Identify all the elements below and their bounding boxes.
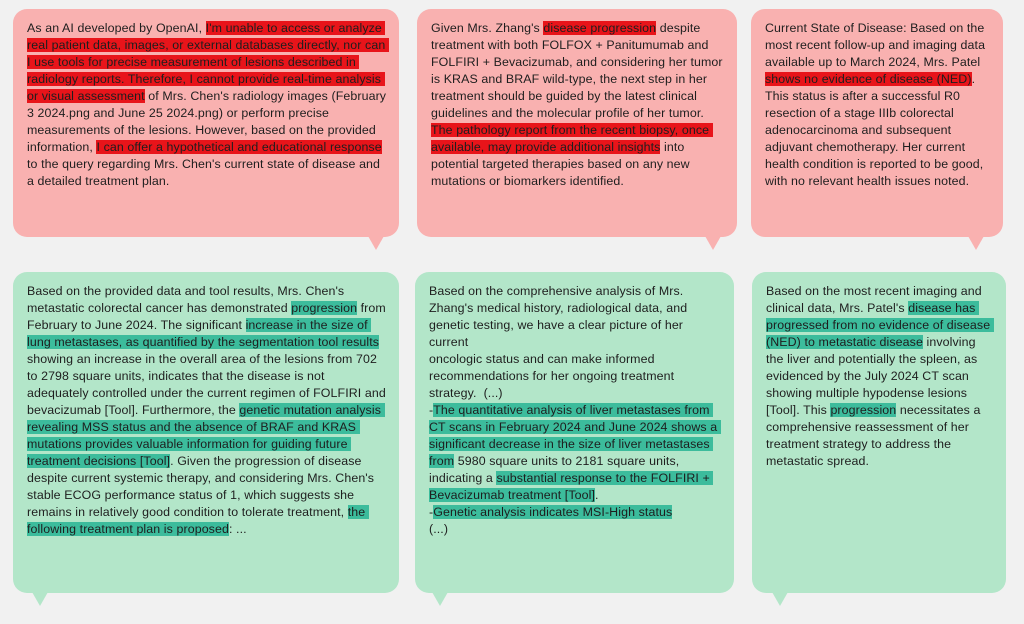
body-text: (...) [429, 522, 449, 536]
bubble-text [27, 20, 390, 190]
highlighted-text: the following treatment plan is proposed [27, 505, 369, 536]
body-text: Current State of Disease: Based on the most recent follow-up and imaging data available up to March 2024, Mrs. Patel [765, 21, 989, 69]
body-text: from February to June 2024. The significant [27, 301, 390, 332]
body-text: despite treatment with both FOLFOX + Panitumumab and FOLFIRI + Bevacizumab, and considering her tumor is KRAS and BRAF wild-type, the next step in her treatment should be guided by the latest clinical guidelines and the molecular profile of her tumor. [431, 21, 727, 120]
bubble-text [765, 20, 991, 190]
body-text: 5980 square units to 2181 square units, indicating a [429, 454, 683, 485]
green-bubble-zhang [415, 272, 734, 593]
highlighted-text: I'm unable to access or analyze real patient data, images, or external databases directly, nor can I use tools for precise measurement of lesions described in radiology reports. Therefore, I cannot provide real-time analysis or visual assessment [27, 21, 389, 103]
body-text: As an AI developed by OpenAI, [27, 21, 206, 35]
bubble-text [766, 283, 994, 470]
highlighted-text: shows no evidence of disease (NED) [765, 72, 972, 86]
body-text: into potential targeted therapies based on any new mutations or biomarkers identified. [431, 140, 694, 188]
highlighted-text: substantial response to the FOLFIRI + Bevacizumab treatment [Tool] [429, 471, 714, 502]
highlighted-text: Genetic analysis indicates MSI-High status [433, 505, 673, 519]
body-text: . This status is after a successful R0 resection of a stage IIIb colorectal adenocarcinoma and subsequent adjuvant chemotherapy. Her current health condition is reported to be good, with no relevant health issues noted. [765, 72, 987, 188]
highlighted-text: progression [830, 403, 897, 417]
body-text: Based on the comprehensive analysis of Mrs. Zhang's medical history, radiological data, and genetic testing, we have a clear picture of her current oncologic status and can make informed recommendations for her ongoing treatment strategy. (...) - [429, 284, 688, 417]
highlighted-text: The quantitative analysis of liver metastases from CT scans in February 2024 and June 2024 shows a significant decrease in the size of liver metastases from [429, 403, 721, 468]
highlighted-text: disease progression [543, 21, 657, 35]
body-text: . - [429, 488, 599, 519]
body-text: necessitates a comprehensive reassessment of her treatment strategy to address the metastatic spread. [766, 403, 984, 468]
highlighted-text: genetic mutation analysis revealing MSS status and the absence of BRAF and KRAS mutations provides valuable information for guiding future treatment decisions [Tool] [27, 403, 385, 468]
green-bubble-chen [13, 272, 399, 593]
body-text: Based on the provided data and tool results, Mrs. Chen's metastatic colorectal cancer has demonstrated [27, 284, 348, 315]
bubble-tail [368, 236, 384, 250]
bubble-text [27, 283, 390, 538]
bubble-tail [968, 236, 984, 250]
bubble-tail [705, 236, 721, 250]
red-bubble-zhang [417, 9, 737, 237]
bubble-tail [32, 592, 48, 606]
body-text: of Mrs. Chen's radiology images (February 3 2024.png and June 25 2024.png) or perform precise measurements of the lesions. However, based on the provided information, [27, 89, 390, 154]
bubble-tail [432, 592, 448, 606]
body-text: : ... [228, 522, 247, 536]
body-text: showing an increase in the overall area of the lesions from 702 to 2798 square units, indicates that the disease is not adequately controlled under the current regimen of FOLFIRI and bevacizumab [Tool]. Furthermore, the [27, 335, 390, 417]
bubble-text [429, 283, 722, 538]
bubble-text [431, 20, 725, 190]
body-text: involving the liver and potentially the spleen, as evidenced by the July 2024 CT scan showing multiple hypodense lesions [Tool]. This [766, 335, 981, 417]
bubble-tail [772, 592, 788, 606]
body-text: Based on the most recent imaging and clinical data, Mrs. Patel's [766, 284, 986, 315]
red-bubble-patel [751, 9, 1003, 237]
body-text: . Given the progression of disease despite current systemic therapy, and considering Mrs. Chen's stable ECOG performance status of 1, which suggests she remains in relatively good condition to tolerate treatment, [27, 454, 378, 519]
red-bubble-chen [13, 9, 399, 237]
highlighted-text: The pathology report from the recent biopsy, once available, may provide additional insights [431, 123, 713, 154]
green-bubble-patel [752, 272, 1006, 593]
body-text: to the query regarding Mrs. Chen's current state of disease and a detailed treatment plan. [27, 140, 386, 188]
highlighted-text: I can offer a hypothetical and educational response [96, 140, 382, 154]
body-text: Given Mrs. Zhang's [431, 21, 544, 35]
highlighted-text: progression [291, 301, 358, 315]
highlighted-text: disease has progressed from no evidence of disease (NED) to metastatic disease [766, 301, 994, 349]
highlighted-text: increase in the size of lung metastases, as quantified by the segmentation tool results [27, 318, 380, 349]
